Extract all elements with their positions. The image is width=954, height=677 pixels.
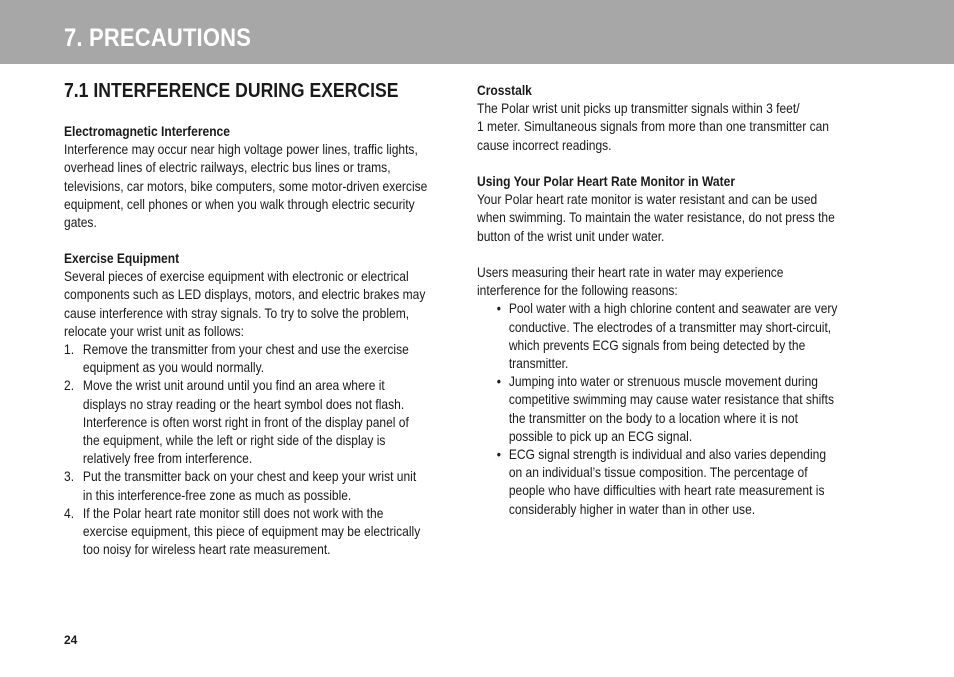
emi-line: equipment, cell phones or when you walk through electric security bbox=[64, 195, 415, 212]
step-line: displays no stray reading or the heart symbol does not flash. bbox=[82, 395, 405, 412]
list-item bbox=[64, 340, 442, 376]
reasons-list bbox=[477, 299, 855, 517]
emi-heading: Electromagnetic Interference bbox=[64, 123, 230, 139]
emi-section bbox=[64, 122, 442, 231]
bullet-line: Pool water with a high chlorine content and seawater are very bbox=[508, 300, 838, 317]
list-item bbox=[64, 504, 442, 559]
bullet-line: competitive swimming may cause water resistance that shifts bbox=[508, 391, 835, 408]
crosstalk-line: cause incorrect readings. bbox=[477, 136, 612, 153]
bullet-line: ECG signal strength is individual and also varies depending bbox=[508, 446, 827, 463]
step-line: Move the wrist unit around until you find an area where it bbox=[82, 377, 385, 394]
bullet-line: Jumping into water or strenuous muscle movement during bbox=[508, 373, 819, 390]
emi-line: overhead lines of electric railways, electric bus lines or trams, bbox=[64, 159, 391, 176]
bullet-line: on an individual’s tissue composition. The percentage of bbox=[508, 464, 808, 481]
list-item bbox=[477, 372, 855, 445]
water-line: Your Polar heart rate monitor is water resistant and can be used bbox=[477, 191, 818, 208]
equipment-line: cause interference with stray signals. To try to solve the problem, bbox=[64, 304, 410, 321]
bullet-mark: • bbox=[496, 373, 501, 390]
step-line: the equipment, while the left or right side of the display is bbox=[82, 432, 386, 449]
emi-line: Interference may occur near high voltage power lines, traffic lights, bbox=[64, 141, 418, 158]
bullet-line: the transmitter on the body to a location where it is not bbox=[508, 409, 798, 426]
bullet-line: conductive. The electrodes of a transmitter may short-circuit, bbox=[508, 318, 832, 335]
list-item bbox=[477, 299, 855, 372]
step-line: equipment as you would normally. bbox=[82, 359, 265, 376]
emi-line: televisions, car motors, bike computers, some motor-driven exercise bbox=[64, 177, 428, 194]
bullet-line: people who have difficulties with heart rate measurement is bbox=[508, 482, 825, 499]
bullet-line: which prevents ECG signals from being detected by the bbox=[508, 336, 806, 353]
reasons-line: Users measuring their heart rate in water may experience bbox=[477, 264, 784, 280]
list-item bbox=[64, 376, 442, 467]
bullet-mark: • bbox=[496, 300, 501, 317]
bullet-line: transmitter. bbox=[508, 355, 569, 372]
step-line: If the Polar heart rate monitor still does not work with the bbox=[82, 504, 384, 521]
bullet-mark: • bbox=[496, 446, 501, 463]
crosstalk-line: The Polar wrist unit picks up transmitter signals within 3 feet/ bbox=[477, 100, 800, 117]
bullet-line: considerably higher in water than in other use. bbox=[508, 500, 756, 517]
page-number: 24 bbox=[64, 633, 78, 647]
step-line: exercise equipment, this piece of equipment may be electrically bbox=[82, 523, 421, 540]
bullet-line: possible to pick up an ECG signal. bbox=[508, 427, 693, 444]
water-heading: Using Your Polar Heart Rate Monitor in Water bbox=[477, 173, 736, 189]
crosstalk-line: 1 meter. Simultaneous signals from more than one transmitter can bbox=[477, 118, 830, 135]
section-title: 7.1 INTERFERENCE DURING EXERCISE bbox=[64, 80, 399, 102]
equipment-line: relocate your wrist unit as follows: bbox=[64, 322, 245, 339]
step-number: 2. bbox=[64, 377, 75, 394]
step-number: 3. bbox=[64, 468, 75, 485]
chapter-title: 7. PRECAUTIONS bbox=[64, 24, 252, 52]
reasons-line: interference for the following reasons: bbox=[477, 282, 678, 299]
equipment-section bbox=[64, 249, 442, 558]
steps-list bbox=[64, 340, 442, 558]
step-line: Remove the transmitter from your chest and use the exercise bbox=[82, 341, 409, 358]
water-line: when swimming. To maintain the water resistance, do not press the bbox=[477, 209, 835, 226]
list-item bbox=[64, 467, 442, 503]
step-line: relatively free from interference. bbox=[82, 450, 253, 467]
equipment-line: components such as LED displays, motors, and electric brakes may bbox=[64, 286, 426, 303]
step-line: too noisy for wireless heart rate measurement. bbox=[82, 541, 331, 558]
equipment-heading: Exercise Equipment bbox=[64, 250, 180, 266]
step-number: 1. bbox=[64, 341, 75, 358]
step-line: Put the transmitter back on your chest and keep your wrist unit bbox=[82, 468, 417, 485]
crosstalk-section bbox=[477, 81, 855, 154]
water-section bbox=[477, 172, 855, 245]
list-item bbox=[477, 445, 855, 518]
water-line: button of the wrist unit under water. bbox=[477, 227, 665, 244]
equipment-line: Several pieces of exercise equipment with electronic or electrical bbox=[64, 268, 409, 285]
step-number: 4. bbox=[64, 504, 75, 521]
reasons-section bbox=[477, 263, 855, 518]
crosstalk-heading: Crosstalk bbox=[477, 82, 532, 98]
step-line: in this interference-free zone as much as possible. bbox=[82, 486, 352, 503]
emi-line: gates. bbox=[64, 214, 97, 231]
chapter-banner bbox=[0, 0, 954, 64]
step-line: Interference is often worst right in front of the display panel of bbox=[82, 413, 409, 430]
